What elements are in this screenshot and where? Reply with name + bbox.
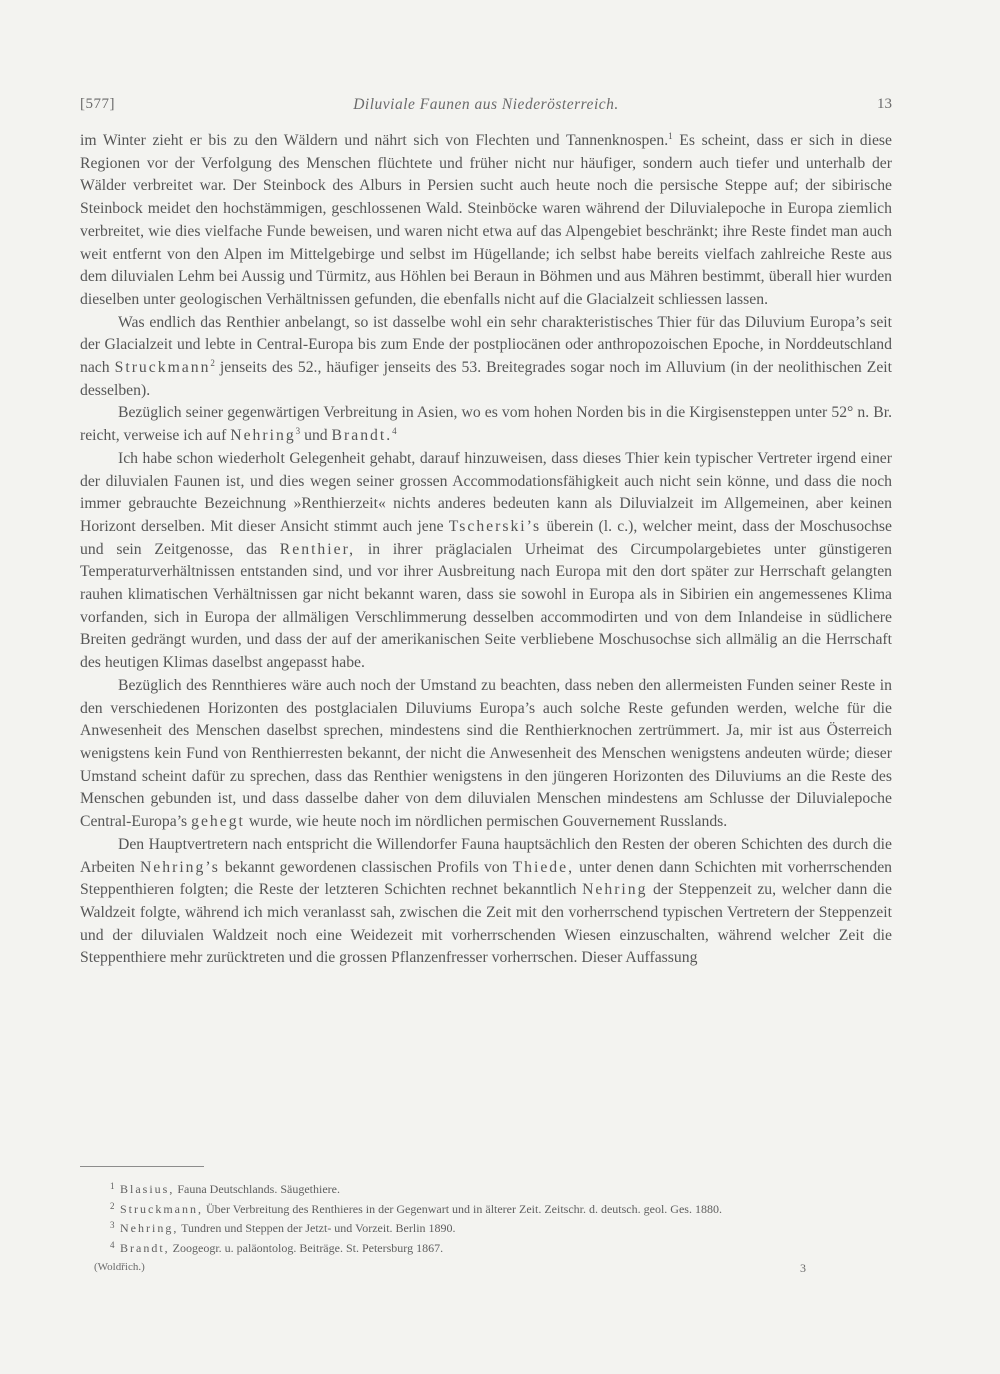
text-run: und [300, 427, 332, 445]
text-run: Den Hauptvertretern nach entspricht die Willendorfer Fauna hauptsächlich den Resten der oberen Schichten des durch die Arbeiten [80, 835, 892, 876]
text-run: Ich habe schon wiederholt Gelegenheit gehabt, darauf hinzuweisen, dass dieses Thier kein typischer Vertreter irgend einer der diluvialen Faunen ist, und dies wegen seiner grossen Accommodationsfähigkeit auch nicht sein könne, und dass die noch immer gebrauchte Bezeichnung »Renthierzeit« nichts anderes bedeuten kann als Diluvialzeit im Allgemeinen, aber keinen Horizont derselben. Mit dieser Ansicht stimmt auch jene [80, 449, 892, 535]
header-page-reference: [577] [80, 96, 115, 112]
footnote-text [108, 1182, 340, 1196]
spaced-name: Brandt. [331, 427, 393, 445]
spaced-name: Brandt, [120, 1240, 170, 1255]
text-run: Zoogeogr. u. paläontolog. Beiträge. St. Petersburg 1867. [169, 1240, 444, 1255]
footnote [80, 1180, 892, 1200]
page-footer [94, 1261, 806, 1279]
spaced-name: Nehring [582, 881, 648, 899]
spaced-name: Nehring, [120, 1221, 179, 1235]
spaced-name: Renthier, [279, 540, 356, 558]
footnote-number: 4 [110, 1239, 115, 1250]
spaced-name: gehegt [191, 813, 245, 831]
footnote-text [108, 1221, 456, 1235]
spaced-name: Nehring’s [139, 858, 220, 876]
author-signature: (Woldřich.) [94, 1261, 145, 1273]
text-run: Was endlich das Renthier anbelangt, so ist dasselbe wohl ein sehr charakteristisches Thier für das Diluvium Europa’s seit der Glacialzeit und lebte in Central-Europa bis zum Ende der postpliocänen oder anthropozoischen Epoche, in Norddeutschland nach [80, 313, 892, 377]
paragraph [80, 402, 892, 447]
footnote [80, 1200, 892, 1220]
paragraph [80, 130, 892, 312]
footnote-number: 2 [110, 1200, 115, 1211]
paragraph [80, 675, 892, 834]
text-run: Bezüglich des Rennthieres wäre auch noch der Umstand zu beachten, dass neben den allermeisten Funden seiner Reste in den verschiedenen Horizonten des postglacialen Diluviums Europa’s auch solche Reste gefunden werden, welche für die Anwesenheit des Menschen daselbst sprechen, mindestens sind die Renthierknochen zertrümmert. Ja, mir ist aus Österreich wenigstens kein Fund von Renthierresten bekannt, der nicht die Anwesenheit des Menschen wenigstens andeuten würde; dieser Umstand scheint dafür zu sprechen, dass das Renthier wenigstens in den jüngeren Horizonten des Diluviums an die Reste des Menschen gebunden ist, und dass dasselbe daher von dem diluvialen Menschen mindestens am Schlusse der Diluvialepoche Central-Europa’s [80, 676, 892, 831]
footnote [80, 1219, 892, 1239]
footnote-text [108, 1241, 443, 1255]
header-title: Diluviale Faunen aus Niederösterreich. [353, 96, 619, 113]
sheet-number: 3 [800, 1261, 806, 1275]
footnote-marker: 4 [392, 425, 397, 436]
spaced-name: Nehring [230, 427, 296, 445]
text-run: Es scheint, dass er sich in diese Regionen vor der Verfolgung des Menschen flüchtete und früher nicht nur häufiger, sondern auch tiefer und unterhalb der Wälder verbreitet war. Der Steinbock des Alburs in Persien sucht auch heute noch die persische Steppe auf; der sibirische Steinbock meidet den hochstämmigen, geschlossenen Wald. Steinböcke waren während der Diluvialepoche in Europa ziemlich verbreitet, wie dies vielfache Funde beweisen, und waren nicht etwa auf das Alpengebiet beschränkt; ihre Reste findet man auch weit entfernt von den Alpen im Mittelgebirge und selbst im Hügellande; ich selbst habe bereits vielfach zahlreiche Reste aus dem diluvialen Lehm bei Aussig und Türmitz, aus Höhlen bei Beraun in Böhmen und aus Mähren bestimmt, überall hier wurden dieselben unter geologischen Verhältnissen gefunden, die ebenfalls nicht auf die Glacialzeit schliessen lassen. [80, 132, 892, 308]
spaced-name: Struckmann, [120, 1201, 203, 1216]
text-run: im Winter zieht er bis zu den Wäldern und nährt sich von Flechten und Tannenknospen. [80, 132, 669, 149]
footnote [80, 1239, 892, 1259]
footnote-marker: 2 [210, 357, 215, 368]
header-page-number: 13 [877, 96, 892, 112]
footnote-number: 3 [110, 1220, 115, 1230]
text-run: Fauna Deutschlands. Säugethiere. [174, 1182, 340, 1196]
spaced-name: Thiede, [512, 858, 575, 876]
text-run: der Steppenzeit zu, welcher dann die Waldzeit folgte, während ich mich veranlasst sah, zwischen die Zeit mit den vorherrschend typischen Vertretern der Steppenzeit und der diluvialen Waldzeit noch eine Weidezeit mit vorherrschenden Wiesen einzuschalten, während welcher Zeit die Steppenthiere mehr zurücktreten und die grossen Pflanzenfresser vorherrschen. Dieser Auffassung [80, 881, 892, 967]
spaced-name: Tscherski’s [448, 517, 542, 535]
text-run: wurde, wie heute noch im nördlichen permischen Gouvernement Russlands. [244, 813, 728, 831]
footnote-number: 1 [110, 1181, 115, 1191]
paragraph [80, 312, 892, 403]
running-header [80, 96, 892, 120]
paragraph [80, 834, 892, 970]
footnote-marker: 1 [668, 130, 673, 141]
text-run: jenseits des 52., häufiger jenseits des 53. Breitegrades sogar noch im Alluvium (in der neolithischen Zeit desselben). [80, 359, 892, 399]
text-run: Über Verbreitung des Renthieres in der Gegenwart und in älterer Zeit. Zeitschr. d. deutsch. geol. Ges. 1880. [203, 1201, 722, 1216]
footnote-text [108, 1202, 722, 1216]
spaced-name: Struckmann [114, 359, 211, 377]
text-run: Tundren und Steppen der Jetzt- und Vorzeit. Berlin 1890. [178, 1221, 456, 1235]
text-run: überein (l. c.), welcher meint, dass der Moschusochse und sein Zeitgenosse, das [80, 517, 892, 558]
text-run: in ihrer präglacialen Urheimat des Circumpolargebietes unter günstigeren Temperaturverhältnissen entstanden sind, und vor ihrer Ausbreitung nach Europa mit den dort später zur Herrschaft gelangten rauhen klimatischen Verhältnissen gar nicht bekannt waren, dass sie sowohl in Europa als in Sibirien ein angemessenes Klima vorfanden, sich in Europa der allmäligen Verschlimmerung desselben accommodirten und von dem Inlandeise in südlichere Breiten gedrängt wurden, und dass der auf der amerikanischen Seite verbliebene Moschusochse sich allmälig an die Herrschaft des heutigen Klimas daselbst angepasst habe. [80, 540, 892, 672]
footnote-divider [80, 1166, 204, 1167]
text-run: bekannt gewordenen classischen Profils von [219, 858, 513, 876]
text-run: unter denen dann Schichten mit vorherrschenden Steppenthieren folgten; die Reste der letzteren Schichten rechnet bekanntlich [80, 858, 893, 899]
spaced-name: Blasius, [120, 1182, 175, 1196]
text-run: Bezüglich seiner gegenwärtigen Verbreitung in Asien, wo es vom hohen Norden bis in die Kirgisensteppen unter 52° n. Br. reicht, verweise ich auf [80, 404, 892, 445]
body-text [80, 130, 892, 970]
footnotes [80, 1180, 892, 1258]
footnote-marker: 3 [295, 425, 301, 436]
paragraph [80, 448, 892, 675]
